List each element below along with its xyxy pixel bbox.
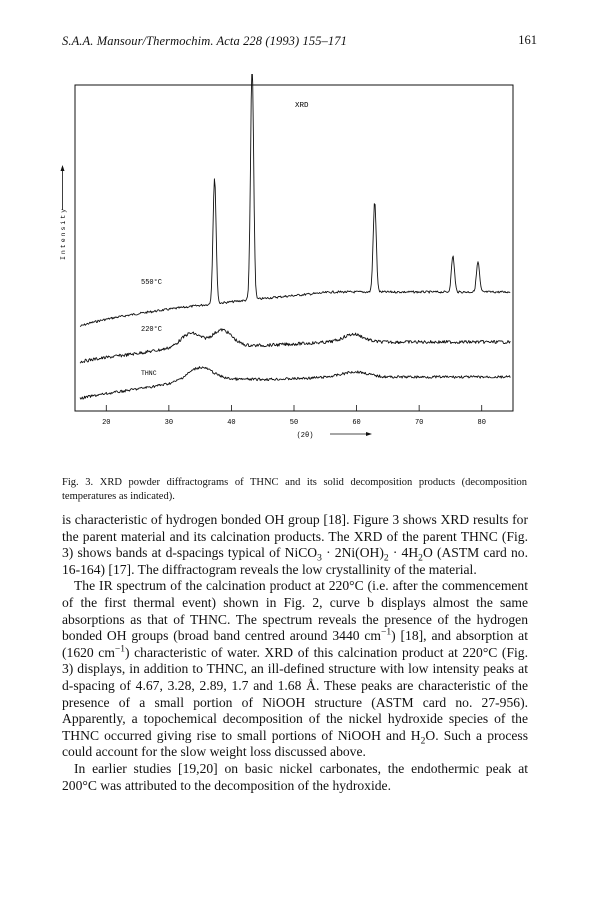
caption-label: Fig. 3. [62,477,94,488]
x-tick-label: 70 [414,419,424,427]
p1-sub-2: 2 [383,553,389,564]
x-ticks [106,405,481,411]
panel-label: XRD [295,102,309,110]
xrd-chart [50,74,520,474]
p1-text-a: is characteristic of hydrogen bonded OH group [18]. Figure 3 shows XRD results for the parent material and its calcination products. The XRD of the parent THNC (Fig. 3) shows bands at d-spacings typical of NiCO [62,512,528,561]
p1-text-b: · 2Ni(OH) [321,545,384,561]
xrd-curve-550c [80,74,510,326]
caption-text: XRD powder diffractograms of THNC and its solid decomposition products (decomposition temperatures as indicated). [62,477,528,502]
p1-sub-3: 2 [418,553,423,564]
p2-sup-2: −1 [114,644,126,655]
body-text [62,512,528,794]
p2-sup-1: −1 [381,627,392,638]
x-tick-label: 60 [352,419,361,427]
running-title: S.A.A. Mansour/Thermochim. Acta 228 (1993) 155–171 [62,34,347,48]
p2-text-d: O. Such a process could account for the slow weight loss discussed above. [62,727,528,760]
plot-frame [75,85,513,411]
x-tick-label: 80 [477,419,486,427]
y-axis-arrow-head [61,165,65,171]
paragraph-3: In earlier studies [19,20] on basic nickel carbonates, the endothermic peak at 200°C was attributed to the decomposition of the hydroxide. [62,760,528,793]
p2-sub-1: 2 [420,736,426,747]
p2-text-b: ) [18], and absorption at (1620 cm [62,628,528,660]
x-tick-label: 30 [164,419,174,427]
xrd-curves [80,74,510,399]
x-axis-arrow-head [366,432,372,436]
p2-text-a: The IR spectrum of the calcination product at 220°C (i.e. after the commencement of the first thermal event) shown in Fig. 2, curve b displays almost the same absorptions as that of THNC. The spectrum reveals the presence of the hydrogen bonded OH groups (broad band centred around 3440 cm [62,578,528,644]
y-axis-label: Intensity [60,206,67,260]
paragraph-2 [62,578,528,761]
curve-label-550: 550°C [141,279,163,287]
xrd-figure [50,74,520,474]
x-tick-label: 40 [227,419,236,427]
curve-label-thnc: THNC [141,370,157,377]
p1-sub-1: 3 [317,553,322,564]
x-tick-labels [102,419,486,427]
p2-text-c: ) characteristic of water. XRD of this calcination product at 220°C (Fig. 3) displays, in addition to THNC, an ill-defined structure with low intensity peaks at d-spacing of 4.67, 3.28, 2.89, 1.7 and 1.68 Å. These peaks are characteristic of the presence of a small portion of NiOOH structure (ASTM card no. 27-956). Apparently, a topochemical decomposition of the nickel hydroxide species of the THNC occurred giving rise to small portions of NiOOH and H [62,644,528,743]
p1-text-c: · 4H [388,545,419,561]
x-tick-label: 50 [289,419,299,427]
figure-caption [62,476,527,504]
curve-label-220: 220°C [141,326,163,334]
page-number: 161 [518,33,537,47]
paragraph-1 [62,512,528,578]
x-axis-label: (2θ) [296,432,314,440]
x-tick-label: 20 [102,419,111,427]
p1-text-d: O (ASTM card no. 16-164) [17]. The diffractogram reveals the low crystallinity of the material. [62,545,529,577]
